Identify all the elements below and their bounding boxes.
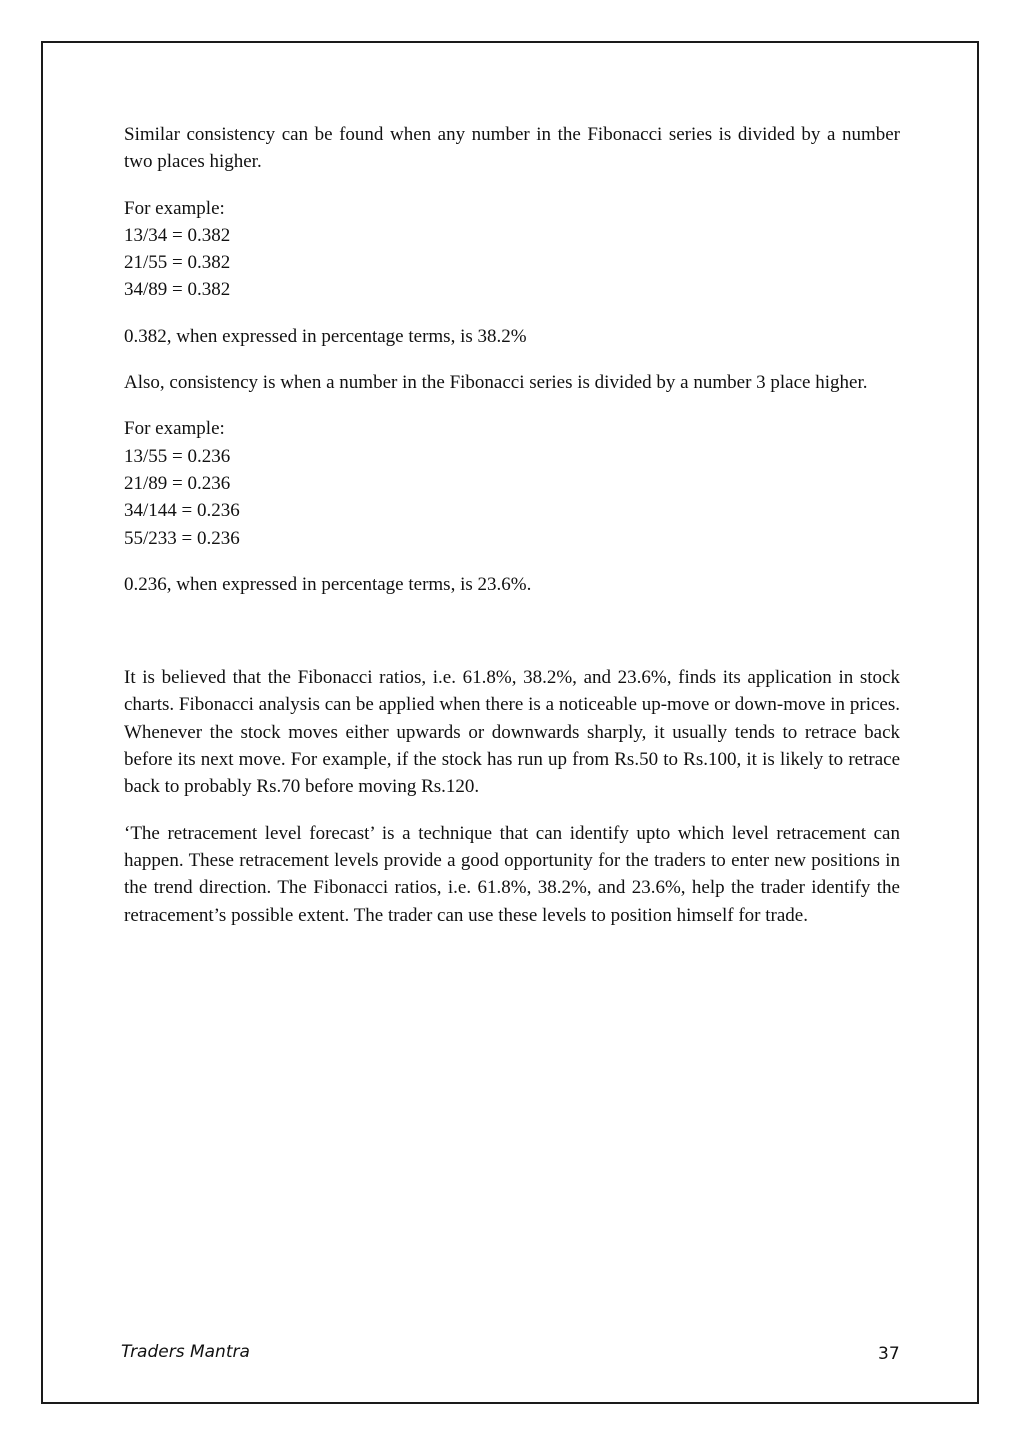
example-line: 34/144 = 0.236 xyxy=(124,500,240,522)
section-spacer xyxy=(124,617,900,664)
paragraph-retracement-forecast: ‘The retracement level forecast’ is a technique that can identify upto which level retracement can happen. These retracement levels provide a good opportunity for the traders to enter new positions in the trend direction. The Fibonacci ratios, i.e. 61.8%, 38.2%, and 23.6%, help the trader identify the retracement’s possible extent. The trader can use these levels to position himself for trade. xyxy=(124,822,900,926)
footer-page-number: 37 xyxy=(878,1344,900,1364)
example-heading: For example: xyxy=(124,418,225,440)
paragraph-three-places-higher: Also, consistency is when a number in the Fibonacci series is divided by a number 3 place higher. xyxy=(124,372,868,394)
paragraph-236-percent: 0.236, when expressed in percentage terms, is 23.6%. xyxy=(124,573,532,595)
paragraph-382-percent: 0.382, when expressed in percentage terms, is 38.2% xyxy=(124,325,527,347)
example-line: 34/89 = 0.382 xyxy=(124,279,231,301)
example-line: 13/55 = 0.236 xyxy=(124,445,231,467)
example-line: 13/34 = 0.382 xyxy=(124,224,231,246)
page-content xyxy=(124,121,900,948)
example-line: 55/233 = 0.236 xyxy=(124,527,240,549)
example-heading: For example: xyxy=(124,197,225,219)
paragraph-two-places-higher: Similar consistency can be found when any number in the Fibonacci series is divided by a number two places higher. xyxy=(124,124,900,173)
example-block-0236 xyxy=(124,415,900,551)
example-block-0382 xyxy=(124,195,900,304)
footer-publication-name: Traders Mantra xyxy=(121,1342,250,1362)
paragraph-fibonacci-ratios: It is believed that the Fibonacci ratios, i.e. 61.8%, 38.2%, and 23.6%, finds its application in stock charts. Fibonacci analysis can be applied when there is a noticeable up-move or down-move in prices. Whenever the stock moves either upwards or downwards sharply, it usually tends to retrace back before its next move. For example, if the stock has run up from Rs.50 to Rs.100, it is likely to retrace back to probably Rs.70 before moving Rs.120. xyxy=(124,667,900,798)
example-line: 21/89 = 0.236 xyxy=(124,472,231,494)
example-line: 21/55 = 0.382 xyxy=(124,252,231,274)
